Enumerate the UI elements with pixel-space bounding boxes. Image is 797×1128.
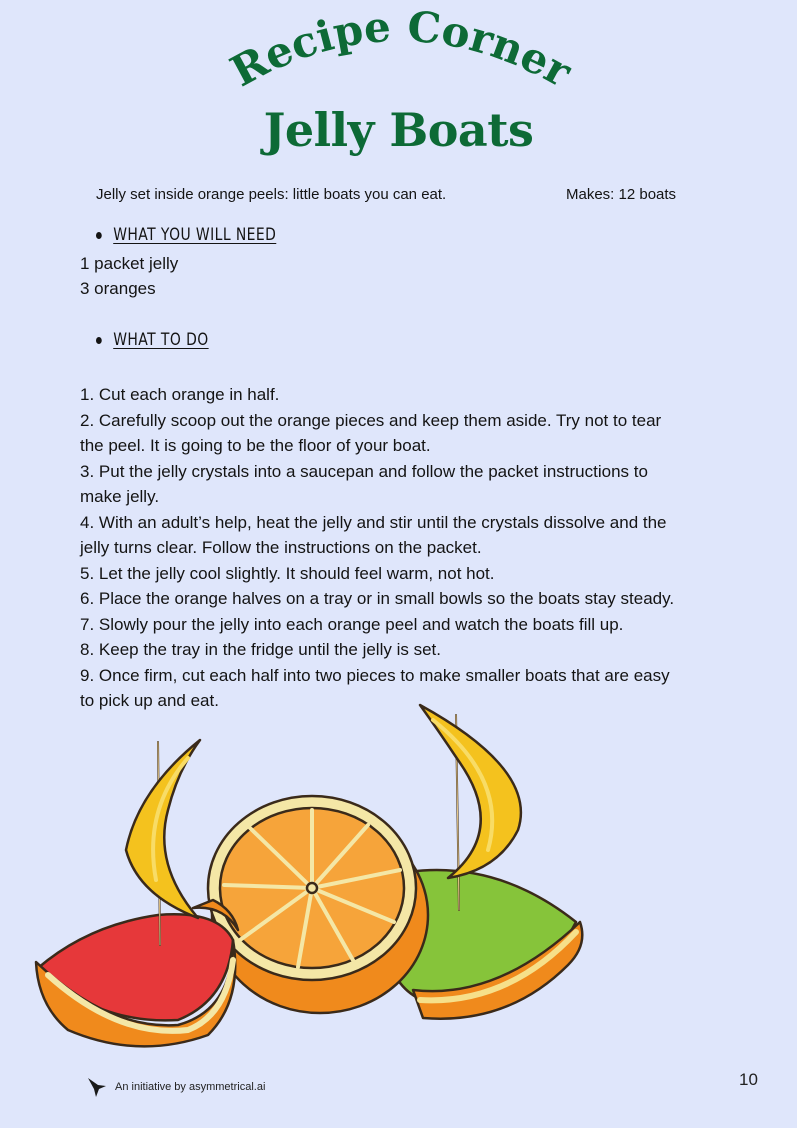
page-number: 10: [739, 1070, 758, 1089]
ingredient-item: 1 packet jelly: [80, 254, 179, 273]
footer-credit: An initiative by asymmetrical.ai: [115, 1081, 266, 1093]
step-line: 6. Place the orange halves on a tray or in small bowls so the boats stay steady.: [80, 589, 675, 608]
tagline: Jelly set inside orange peels: little boats you can eat.: [96, 186, 447, 203]
step-line: 1. Cut each orange in half.: [80, 385, 280, 404]
page-title: Jelly Boats: [263, 103, 534, 157]
jelly-boats-illustration: [28, 700, 608, 1070]
step-line: 3. Put the jelly crystals into a saucepan and follow the packet instructions to: [80, 461, 648, 481]
step-line: 5. Let the jelly cool slightly. It should feel warm, not hot.: [80, 563, 495, 583]
page-title-line1: Recipe Corner: [222, 1, 580, 97]
method-steps: [80, 382, 720, 714]
svg-text:Recipe Corner: [223, 2, 581, 97]
step-line: 8. Keep the tray in the fridge until the jelly is set.: [80, 640, 441, 659]
step-line: 4. With an adult’s help, heat the jelly and stir until the crystals dissolve and the: [80, 512, 667, 532]
ingredient-item: 3 oranges: [80, 279, 156, 298]
step-line: 9. Once firm, cut each half into two pieces to make smaller boats that are easy: [80, 665, 670, 685]
step-line: make jelly.: [80, 487, 160, 506]
method-heading: WHAT TO DO: [96, 330, 209, 350]
ingredients-heading: WHAT YOU WILL NEED: [96, 225, 276, 245]
ingredients-list: [80, 251, 178, 301]
title-arc: [0, 0, 797, 110]
step-line: the peel. It is going to be the floor of your boat.: [80, 436, 431, 455]
bird-logo-icon: [86, 1076, 108, 1098]
step-line: to pick up and eat.: [80, 691, 219, 710]
step-line: jelly turns clear. Follow the instructions on the packet.: [80, 538, 482, 557]
step-line: 7. Slowly pour the jelly into each orange peel and watch the boats fill up.: [80, 614, 624, 634]
bullet-icon: [96, 337, 102, 344]
step-line: 2. Carefully scoop out the orange pieces and keep them aside. Try not to tear: [80, 410, 662, 430]
yield-text: Makes: 12 boats: [566, 186, 677, 203]
bullet-icon: [96, 232, 102, 239]
